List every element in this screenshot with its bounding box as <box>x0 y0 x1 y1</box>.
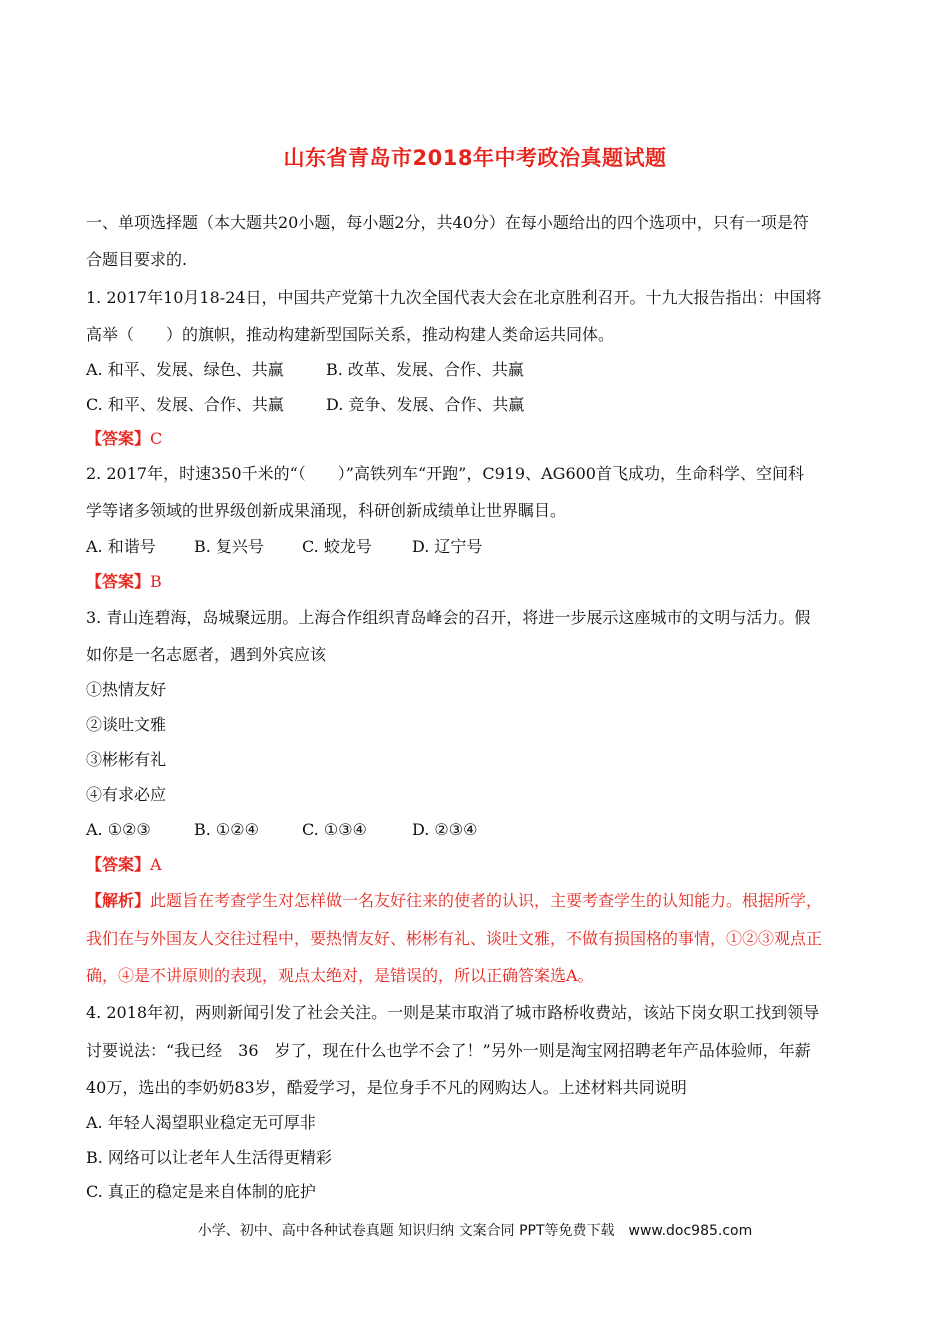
q2-option-d: D. 辽宁号 <box>412 537 483 556</box>
page-title: 山东省青岛市2018年中考政治真题试题 <box>283 146 667 170</box>
q1-answer <box>86 429 162 449</box>
page-footer: 小学、初中、高中各种试卷真题 知识归纳 文案合同 PPT等免费下载 www.doc985.com <box>197 1223 753 1239</box>
q1-options-row-2 <box>86 395 524 415</box>
q3-stem-line-2: 如你是一名志愿者，遇到外宾应该 <box>86 645 327 664</box>
q1-option-c: C. 和平、发展、合作、共赢 <box>86 395 284 414</box>
q3-analysis-line-1 <box>86 891 822 911</box>
q1-option-d: D. 竞争、发展、合作、共赢 <box>326 395 525 414</box>
q2-option-c: C. 蛟龙号 <box>302 537 372 556</box>
q2-option-a: A. 和谐号 <box>86 537 156 556</box>
q3-analysis-text-1: 此题旨在考查学生对怎样做一名友好往来的使者的认识，主要考查学生的认知能力。根据所学， <box>150 891 823 910</box>
q4-option-a: A. 年轻人渴望职业稳定无可厚非 <box>86 1113 316 1132</box>
q1-stem-line-2: 高举（ ）的旗帜，推动构建新型国际关系，推动构建人类命运共同体。 <box>86 325 615 344</box>
q4-option-c: C. 真正的稳定是来自体制的庇护 <box>86 1182 316 1201</box>
q3-statement-3: ③彬彬有礼 <box>86 750 167 769</box>
q4-stem-line-3: 40万，选出的李奶奶83岁，酷爱学习，是位身手不凡的网购达人。上述材料共同说明 <box>86 1078 687 1097</box>
q1-option-b: B. 改革、发展、合作、共赢 <box>326 360 524 379</box>
q3-analysis-line-3: 确，④是不讲原则的表现，观点太绝对，是错误的，所以正确答案选A。 <box>86 966 594 985</box>
q3-option-c: C. ①③④ <box>302 820 367 839</box>
q3-statement-4: ④有求必应 <box>86 785 167 804</box>
q1-answer-label: 【答案】 <box>86 429 151 448</box>
q2-answer <box>86 572 162 592</box>
q3-answer <box>86 855 162 875</box>
q1-option-a: A. 和平、发展、绿色、共赢 <box>86 360 284 379</box>
q3-answer-value: A <box>150 855 162 874</box>
q3-analysis-line-2: 我们在与外国友人交往过程中，要热情友好、彬彬有礼、谈吐文雅，不做有损国格的事情，①②③观点正 <box>86 929 823 948</box>
q3-option-b: B. ①②④ <box>194 820 259 839</box>
q1-stem-line-1: 1. 2017年10月18-24日，中国共产党第十九次全国代表大会在北京胜利召开。十九大报告指出：中国将 <box>86 288 822 307</box>
q2-stem-line-2: 学等诸多领域的世界级创新成果涌现，科研创新成绩单让世界瞩目。 <box>86 501 567 520</box>
q4-option-b: B. 网络可以让老年人生活得更精彩 <box>86 1148 332 1167</box>
q2-options-row <box>86 537 482 557</box>
q3-option-a: A. ①②③ <box>86 820 151 839</box>
section-instruction-line-2: 合题目要求的. <box>86 250 188 269</box>
q4-stem-line-2: 讨要说法：“我已经 36 岁了，现在什么也学不会了！”另外一则是淘宝网招聘老年产品体验师，年薪 <box>86 1041 811 1060</box>
q3-statement-2: ②谈吐文雅 <box>86 715 167 734</box>
q2-stem-line-1: 2. 2017年，时速350千米的“（ ）”高铁列车“开跑”，C919、AG600首飞成功，生命科学、空间科 <box>86 464 804 483</box>
section-instruction-line-1: 一、单项选择题（本大题共20小题，每小题2分，共40分）在每小题给出的四个选项中，只有一项是符 <box>86 213 809 232</box>
q3-option-d: D. ②③④ <box>412 820 478 839</box>
q3-statement-1: ①热情友好 <box>86 680 167 699</box>
q3-stem-line-1: 3. 青山连碧海，岛城聚远朋。上海合作组织青岛峰会的召开，将进一步展示这座城市的文明与活力。假 <box>86 608 811 627</box>
q2-answer-label: 【答案】 <box>86 572 151 591</box>
q3-options-row <box>86 820 477 840</box>
q1-answer-value: C <box>150 429 163 448</box>
q1-options-row-1 <box>86 360 524 380</box>
q2-answer-value: B <box>150 572 162 591</box>
q3-analysis-label: 【解析】 <box>86 891 151 910</box>
q4-stem-line-1: 4. 2018年初，两则新闻引发了社会关注。一则是某市取消了城市路桥收费站，该站下岗女职工找到领导 <box>86 1003 820 1022</box>
q3-answer-label: 【答案】 <box>86 855 151 874</box>
q2-option-b: B. 复兴号 <box>194 537 264 556</box>
